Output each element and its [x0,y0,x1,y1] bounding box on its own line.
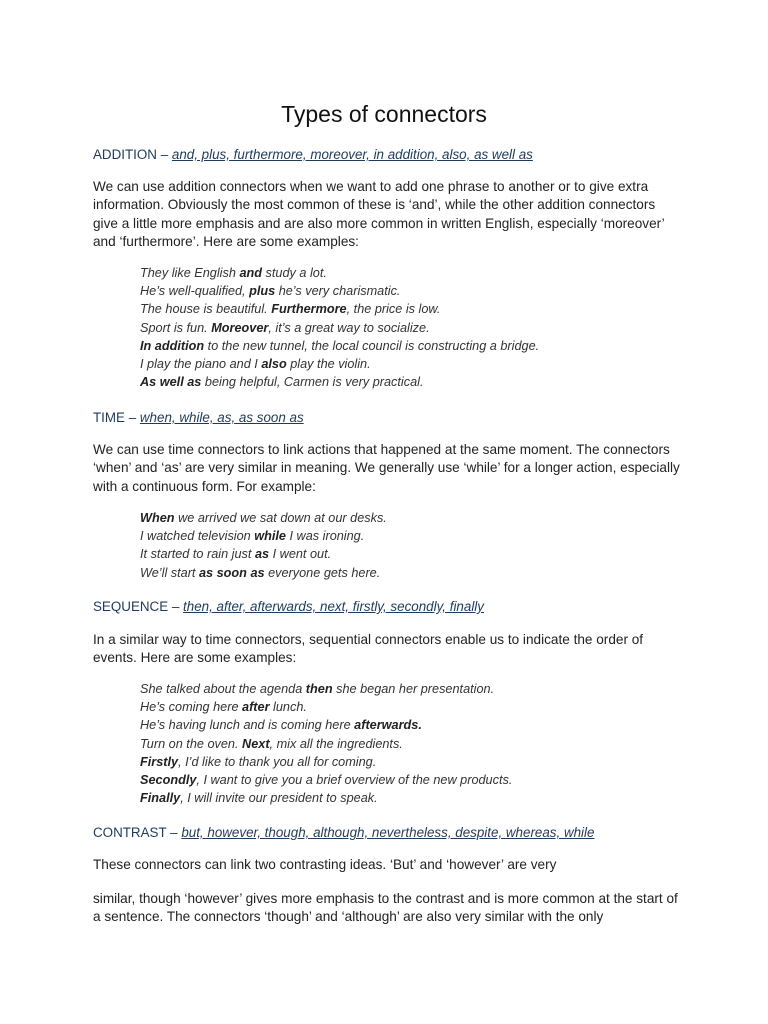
connector-word: In addition [140,338,205,353]
connector-word: after [242,700,270,715]
example-sentence [140,789,680,807]
sentence-text: I play the piano and I [140,357,262,372]
example-sentence [140,264,680,282]
page-title: Types of connectors [281,101,487,127]
sentence-text: He’s having lunch and is coming here [140,718,355,733]
sentence-text: Sport is fun. [140,320,212,335]
sentence-text: everyone gets here. [264,565,381,580]
sentence-text: to the new tunnel, the local council is constructing a bridge. [204,338,540,353]
heading-dash: – [156,147,172,162]
sentence-text: He’s coming here [140,700,243,715]
example-sentence [140,373,680,391]
sentence-text: being helpful, Carmen is very practical. [201,375,424,390]
sentence-text: The house is beautiful. [140,302,272,317]
examples-list [140,509,680,582]
example-sentence [140,300,680,318]
connector-word: Finally [140,791,181,806]
section-label: CONTRAST [93,825,167,840]
connector-word: plus [249,284,276,299]
sentence-text: , I want to give you a brief overview of the new products. [196,773,513,788]
connector-word: while [254,529,286,544]
connector-word: As well as [140,375,202,390]
section-label: TIME [93,410,125,425]
sentence-text: she began her presentation. [332,682,495,696]
section-heading-addition [93,146,533,163]
sentence-text: , it’s a great way to socialize. [268,320,430,335]
connector-word: also [261,357,287,372]
section-heading-time [93,409,304,426]
sentence-text: They like English [140,266,240,280]
example-sentence [140,698,680,716]
keyword-list: then, after, afterwards, next, firstly, secondly, finally [183,599,484,614]
sentence-text: She talked about the agenda [140,682,306,696]
keyword-list: when, while, as, as soon as [139,410,304,425]
sentence-text: , I will invite our president to speak. [180,791,378,806]
section-heading-sequence [93,598,484,615]
connector-word: Next [242,736,270,751]
heading-dash: – [166,825,182,840]
example-sentence [140,545,680,563]
connector-word: afterwards. [354,718,422,733]
section-paragraph: We can use addition connectors when we want to add one phrase to another or to give extra information. Obviously the most common of these is ‘and’, while the other addition connectors give a little more emphasis and are also more common in written English, especially ‘moreover’ and ‘furthermore’. Here are some examples: [93,179,665,250]
connector-word: When [140,511,175,525]
sentence-text: study a lot. [262,266,327,280]
connector-word: as soon as [198,565,265,580]
example-sentence [140,771,680,789]
connector-word: as [254,547,270,562]
example-sentence [140,753,680,771]
section-paragraph: These connectors can link two contrasting ideas. ‘But’ and ‘however’ are very [93,857,557,872]
example-sentence [140,319,680,337]
heading-dash: – [168,599,184,614]
sentence-text: , the price is low. [346,302,441,317]
example-sentence [140,735,680,753]
sentence-text: We’ll start [140,565,199,580]
sentence-text: Turn on the oven. [140,736,243,751]
example-sentence [140,564,680,582]
keyword-list: but, however, though, although, nevertheless, despite, whereas, while [181,825,595,840]
examples-list [140,264,680,391]
example-sentence [140,680,680,698]
keyword-list: and, plus, furthermore, moreover, in addition, also, as well as [171,147,533,162]
section-paragraph: We can use time connectors to link actions that happened at the same moment. The connectors ‘when’ and ‘as’ are very similar in meaning. We generally use ‘while’ for a longer action, especially with a continuous form. For example: [93,442,680,494]
heading-dash: – [125,410,140,425]
sentence-text: we arrived we sat down at our desks. [174,511,387,525]
section-label: ADDITION [93,147,157,162]
section-paragraph: In a similar way to time connectors, sequential connectors enable us to indicate the order of events. Here are some examples: [93,632,644,666]
example-sentence [140,355,680,373]
sentence-text: lunch. [269,700,307,715]
connector-word: Moreover [211,320,269,335]
connector-word: then [305,682,333,696]
examples-list [140,680,680,807]
connector-word: Secondly [140,773,197,788]
example-sentence [140,509,680,527]
example-sentence [140,716,680,734]
sentence-text: I watched television [140,529,255,544]
connector-word: Furthermore [271,302,347,317]
sentence-text: , mix all the ingredients. [269,736,403,751]
example-sentence [140,527,680,545]
sentence-text: I was ironing. [285,529,365,544]
sentence-text: , I’d like to thank you all for coming. [178,754,377,769]
connector-word: Firstly [140,754,179,769]
section-heading-contrast [93,824,594,841]
sentence-text: He’s well-qualified, [140,284,250,299]
example-sentence [140,337,680,355]
sentence-text: play the violin. [286,357,371,372]
sentence-text: I went out. [269,547,332,562]
section-paragraph: similar, though ‘however’ gives more emphasis to the contrast and is more common at the start of a sentence. The connectors ‘though’ and ‘although’ are also very similar with the only [93,891,678,925]
sentence-text: It started to rain just [140,547,255,562]
sentence-text: he’s very charismatic. [275,284,401,299]
section-label: SEQUENCE [93,599,169,614]
connector-word: and [239,266,262,280]
example-sentence [140,282,680,300]
